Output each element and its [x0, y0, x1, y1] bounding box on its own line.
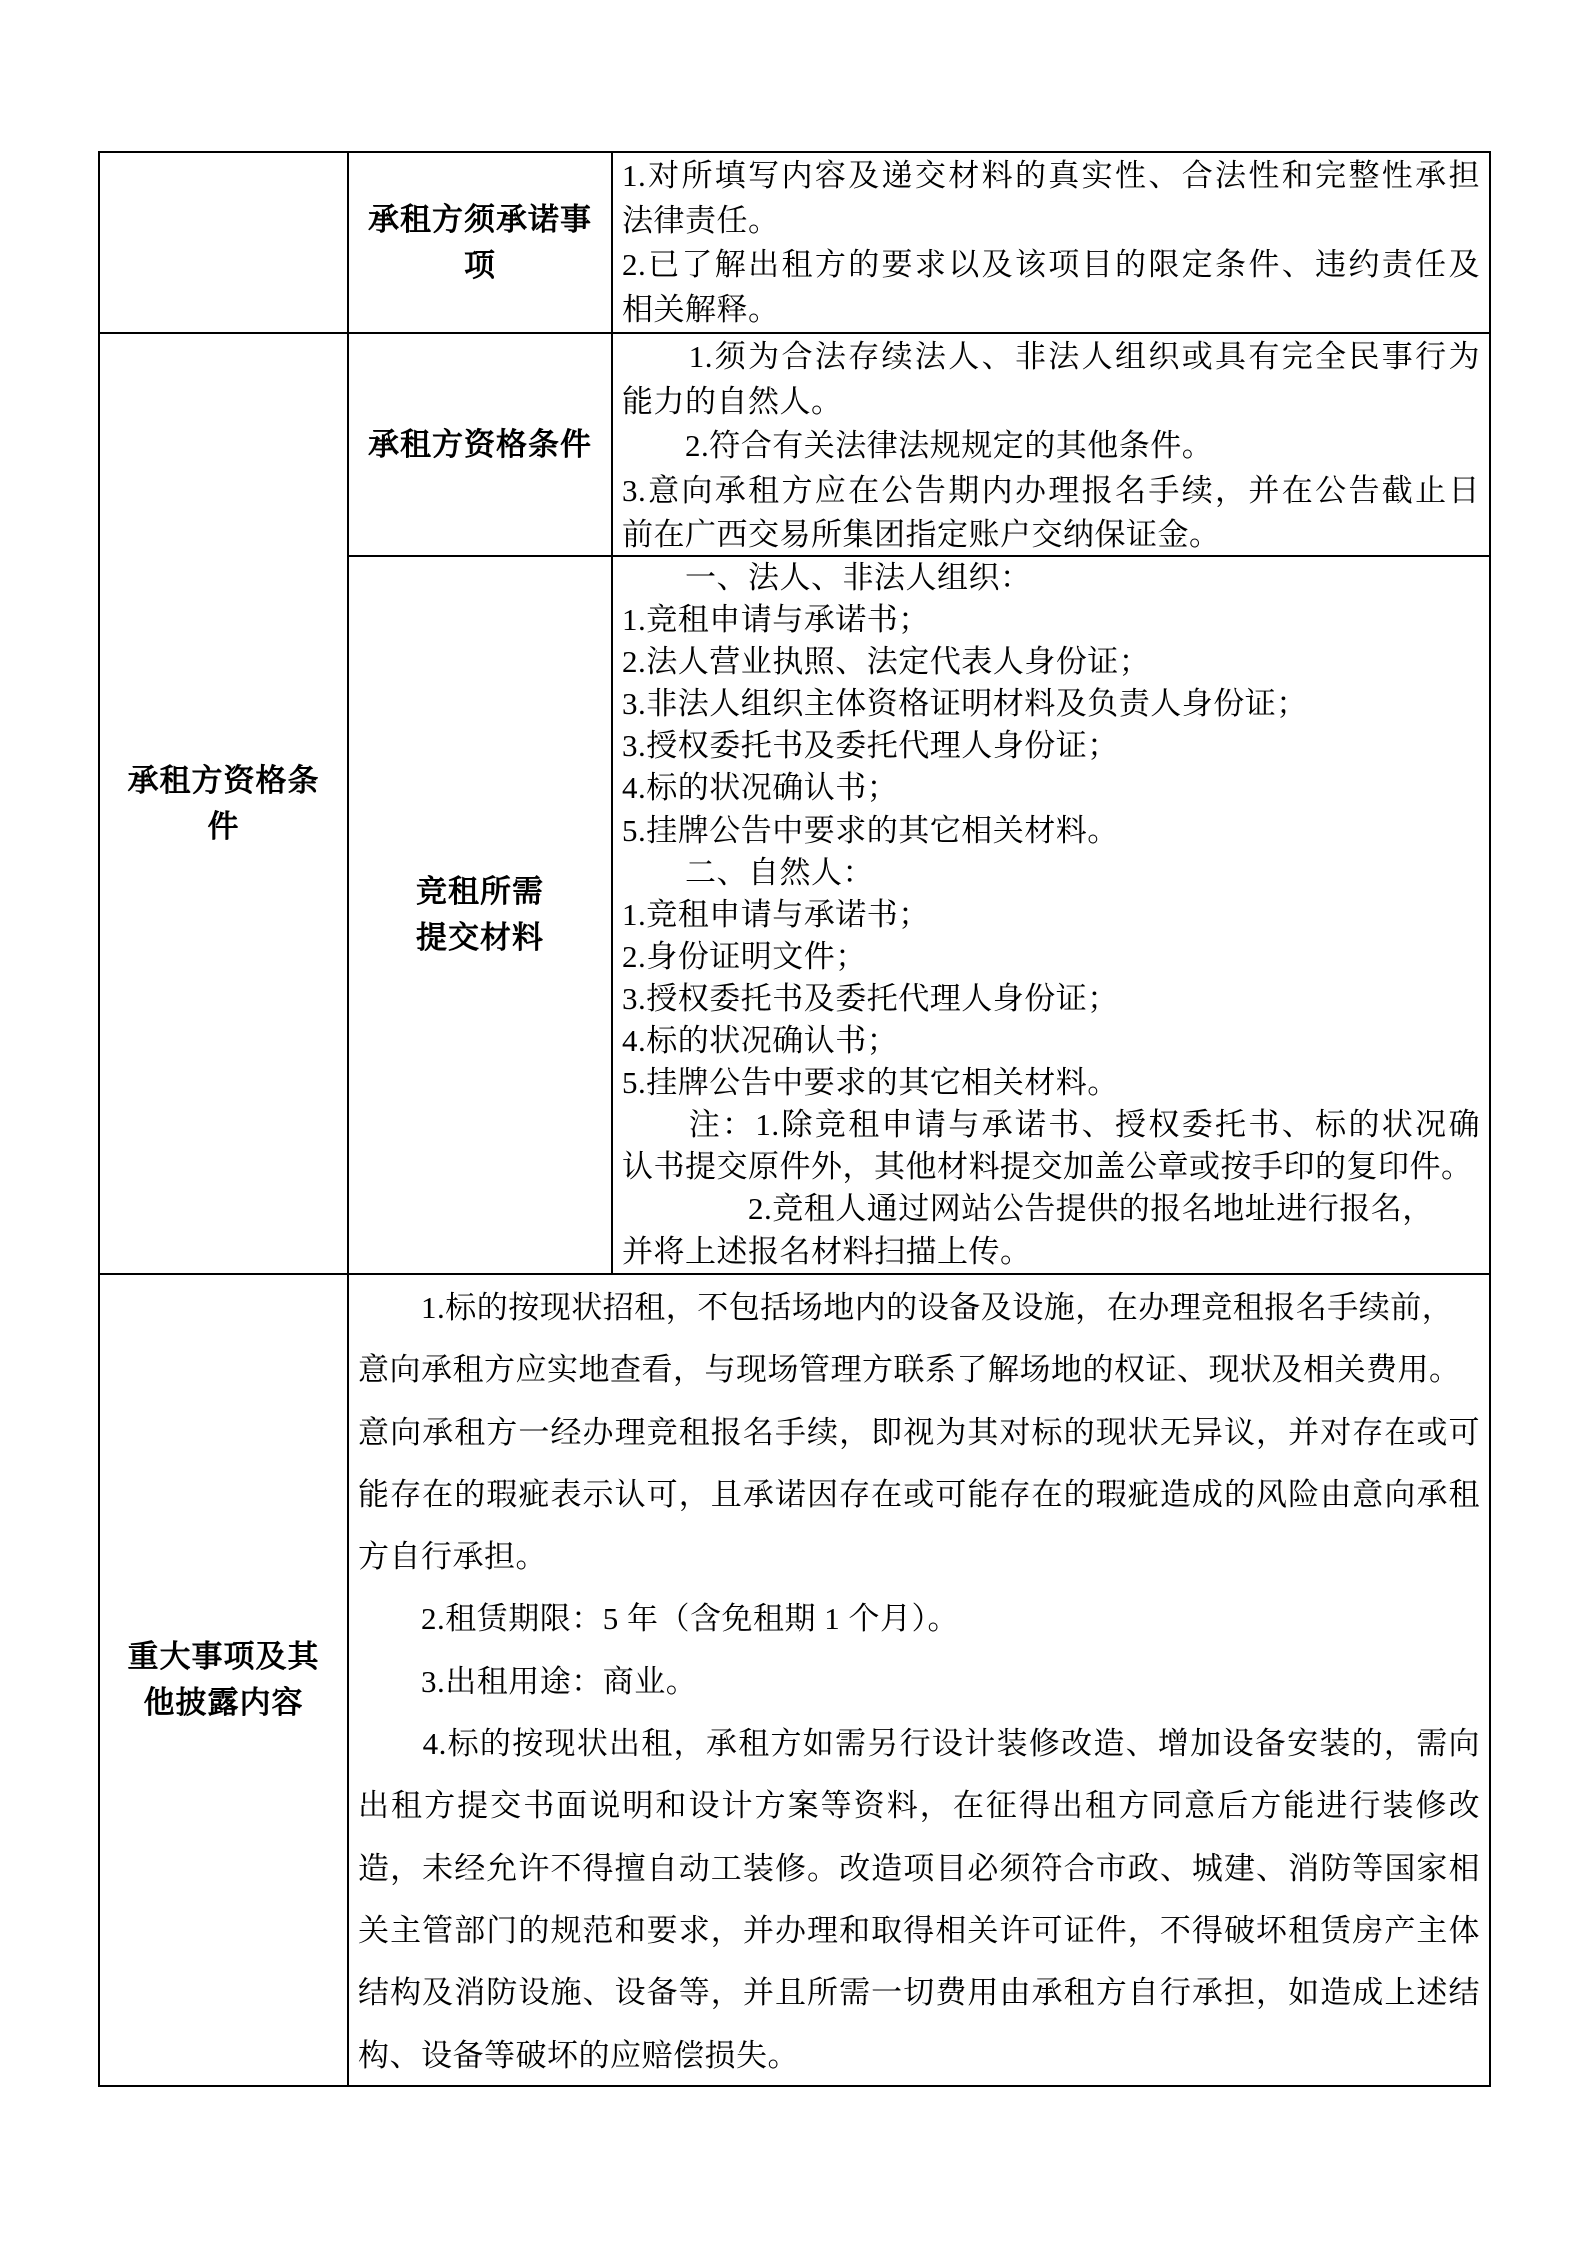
- row3-header-cell: [349, 557, 613, 1273]
- content-line: 结构及消防设施、设备等，并且所需一切费用由承租方自行承担，如造成上述结: [358, 1975, 1480, 2011]
- content-line: 意向承租方一经办理竞租报名手续，即视为其对标的现状无异议，并对存在或可: [358, 1414, 1480, 1450]
- content-line: 3.授权委托书及委托代理人身份证；: [622, 728, 1119, 764]
- qualifications-left-header-line: 件: [207, 808, 240, 844]
- content-line: 出租方提交书面说明和设计方案等资料，在征得出租方同意后方能进行装修改: [358, 1788, 1480, 1824]
- content-line: 相关解释。: [622, 291, 780, 327]
- content-line: 2.已了解出租方的要求以及该项目的限定条件、违约责任及: [622, 247, 1480, 282]
- row-qualifications-group: [100, 334, 1489, 1275]
- content-line: 并将上述报名材料扫描上传。: [622, 1233, 1032, 1269]
- row2-content-cell: [613, 334, 1489, 555]
- content-line: 5.挂牌公告中要求的其它相关材料。: [622, 1065, 1119, 1101]
- row2-header-label: 承租方资格条件: [368, 426, 592, 462]
- content-line: 3.意向承租方应在公告期内办理报名手续，并在公告截止日: [622, 472, 1480, 508]
- content-line: 二、自然人：: [622, 854, 874, 890]
- content-line: 2.竞租人通过网站公告提供的报名地址进行报名，: [622, 1191, 1434, 1227]
- row-required-materials: [349, 557, 1489, 1273]
- content-line: 4.标的状况确认书；: [622, 1023, 899, 1059]
- content-line: 2.符合有关法律法规规定的其他条件。: [622, 428, 1214, 463]
- row4-content-cell: [349, 1275, 1489, 2085]
- row-commitments: [100, 153, 1489, 334]
- content-line: 3.授权委托书及委托代理人身份证；: [622, 980, 1119, 1016]
- lease-disclosure-table: [98, 151, 1491, 2087]
- content-line: 1.须为合法存续法人、非法人组织或具有完全民事行为: [622, 339, 1480, 374]
- content-line: 2.法人营业执照、法定代表人身份证；: [622, 644, 1151, 680]
- row1-content-cell: [613, 153, 1489, 332]
- major-items-left-header-line: 他披露内容: [143, 1685, 304, 1720]
- row1-header-cell: [349, 153, 613, 332]
- content-line: 能存在的瑕疵表示认可，且承诺因存在或可能存在的瑕疵造成的风险由意向承租: [358, 1476, 1480, 1512]
- row1-header-line: 项: [464, 247, 496, 283]
- content-line: 2.身份证明文件；: [622, 938, 867, 974]
- row3-header-line: 竞租所需: [416, 874, 544, 909]
- row3-header-line: 提交材料: [416, 920, 544, 955]
- row-major-items: [100, 1275, 1489, 2085]
- content-line: 2.租赁期限：5 年（含免租期 1 个月）。: [358, 1601, 959, 1637]
- qualifications-right-group: [349, 334, 1489, 1273]
- content-line: 4.标的状况确认书；: [622, 770, 899, 806]
- content-line: 3.非法人组织主体资格证明材料及负责人身份证；: [622, 686, 1308, 722]
- content-line: 方自行承担。: [358, 1539, 547, 1575]
- row3-content-cell: [613, 557, 1489, 1273]
- content-line: 1.竞租申请与承诺书；: [622, 896, 930, 932]
- row-eligibility: [349, 334, 1489, 557]
- content-line: 4.标的按现状出租，承租方如需另行设计装修改造、增加设备安装的，需向: [358, 1726, 1480, 1762]
- qualifications-left-header-line: 承租方资格条: [127, 762, 320, 798]
- content-line: 注：1.除竞租申请与承诺书、授权委托书、标的状况确: [622, 1107, 1480, 1143]
- content-line: 1.标的按现状招租，不包括场地内的设备及设施，在办理竞租报名手续前，: [358, 1290, 1454, 1325]
- qualifications-left-header-cell: [100, 334, 349, 1273]
- content-line: 1.竞租申请与承诺书；: [622, 602, 930, 638]
- content-line: 构、设备等破坏的应赔偿损失。: [358, 2037, 799, 2073]
- row2-header-cell: [349, 334, 613, 555]
- content-line: 3.出租用途：商业。: [358, 1663, 698, 1699]
- content-line: 法律责任。: [622, 202, 780, 238]
- content-line: 关主管部门的规范和要求，并办理和取得相关许可证件，不得破坏租赁房产主体: [358, 1912, 1480, 1948]
- content-line: 能力的自然人。: [622, 383, 843, 419]
- content-line: 造，未经允许不得擅自动工装修。改造项目必须符合市政、城建、消防等国家相: [358, 1850, 1480, 1886]
- content-line: 1.对所填写内容及递交材料的真实性、合法性和完整性承担: [622, 158, 1480, 193]
- content-line: 5.挂牌公告中要求的其它相关材料。: [622, 812, 1119, 848]
- major-items-left-header-line: 重大事项及其: [127, 1639, 320, 1674]
- row1-left-empty-cell: [100, 153, 349, 332]
- content-line: 一、法人、非法人组织：: [622, 560, 1032, 595]
- content-line: 前在广西交易所集团指定账户交纳保证金。: [622, 517, 1221, 552]
- row1-header-line: 承租方须承诺事: [368, 201, 592, 237]
- content-line: 意向承租方应实地查看，与现场管理方联系了解场地的权证、现状及相关费用。: [358, 1352, 1461, 1388]
- content-line: 认书提交原件外，其他材料提交加盖公章或按手印的复印件。: [622, 1149, 1473, 1185]
- major-items-left-header-cell: [100, 1275, 349, 2085]
